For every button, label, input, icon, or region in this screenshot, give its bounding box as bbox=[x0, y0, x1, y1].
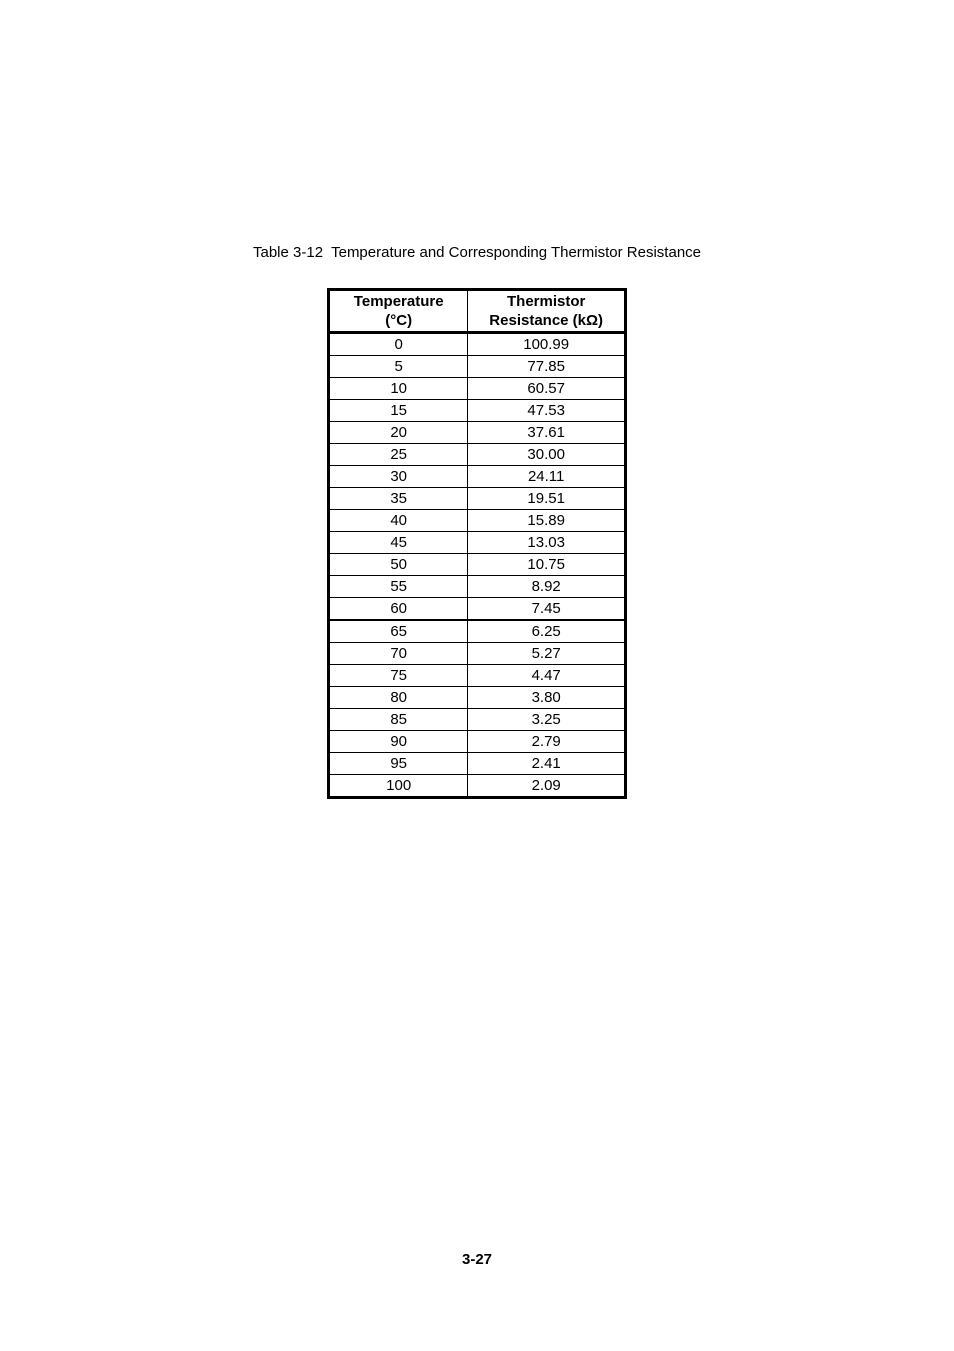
resistance-cell: 13.03 bbox=[468, 532, 626, 554]
temperature-cell: 75 bbox=[329, 665, 468, 687]
table-row bbox=[329, 687, 626, 709]
temperature-cell: 10 bbox=[329, 378, 468, 400]
table-row bbox=[329, 620, 626, 643]
table-row bbox=[329, 532, 626, 554]
table-row bbox=[329, 444, 626, 466]
temperature-cell: 45 bbox=[329, 532, 468, 554]
resistance-cell: 37.61 bbox=[468, 422, 626, 444]
resistance-cell: 10.75 bbox=[468, 554, 626, 576]
table-row bbox=[329, 333, 626, 356]
resistance-cell: 8.92 bbox=[468, 576, 626, 598]
temperature-cell: 20 bbox=[329, 422, 468, 444]
temperature-column-header bbox=[329, 290, 468, 333]
temperature-cell: 80 bbox=[329, 687, 468, 709]
table-row bbox=[329, 466, 626, 488]
temperature-header-line2: (°C) bbox=[385, 312, 413, 329]
table-row bbox=[329, 598, 626, 621]
table-row bbox=[329, 488, 626, 510]
temperature-cell: 65 bbox=[329, 620, 468, 643]
table-row bbox=[329, 356, 626, 378]
resistance-column-header bbox=[468, 290, 626, 333]
table-row bbox=[329, 576, 626, 598]
resistance-cell: 7.45 bbox=[468, 598, 626, 621]
temperature-cell: 70 bbox=[329, 643, 468, 665]
temperature-cell: 35 bbox=[329, 488, 468, 510]
thermistor-resistance-table bbox=[327, 288, 627, 799]
resistance-header-line2: Resistance (kΩ) bbox=[489, 312, 604, 329]
temperature-cell: 15 bbox=[329, 400, 468, 422]
temperature-cell: 60 bbox=[329, 598, 468, 621]
resistance-cell: 24.11 bbox=[468, 466, 626, 488]
table-row bbox=[329, 731, 626, 753]
resistance-cell: 6.25 bbox=[468, 620, 626, 643]
table-row bbox=[329, 775, 626, 798]
temperature-cell: 25 bbox=[329, 444, 468, 466]
resistance-cell: 47.53 bbox=[468, 400, 626, 422]
resistance-cell: 3.25 bbox=[468, 709, 626, 731]
table-row bbox=[329, 510, 626, 532]
table-header-row bbox=[329, 290, 626, 333]
temperature-cell: 85 bbox=[329, 709, 468, 731]
temperature-cell: 95 bbox=[329, 753, 468, 775]
resistance-cell: 30.00 bbox=[468, 444, 626, 466]
table-row bbox=[329, 400, 626, 422]
resistance-cell: 60.57 bbox=[468, 378, 626, 400]
temperature-cell: 50 bbox=[329, 554, 468, 576]
table-row bbox=[329, 554, 626, 576]
table-caption: Table 3-12 Temperature and Corresponding Thermistor Resistance bbox=[252, 244, 701, 261]
resistance-cell: 2.09 bbox=[468, 775, 626, 798]
resistance-cell: 4.47 bbox=[468, 665, 626, 687]
resistance-header-line1: Thermistor bbox=[507, 293, 586, 310]
temperature-cell: 5 bbox=[329, 356, 468, 378]
table-row bbox=[329, 422, 626, 444]
resistance-cell: 2.79 bbox=[468, 731, 626, 753]
table-row bbox=[329, 753, 626, 775]
temperature-cell: 0 bbox=[329, 333, 468, 356]
table-row bbox=[329, 643, 626, 665]
table-body bbox=[329, 333, 626, 798]
temperature-cell: 90 bbox=[329, 731, 468, 753]
resistance-cell: 77.85 bbox=[468, 356, 626, 378]
resistance-cell: 19.51 bbox=[468, 488, 626, 510]
resistance-cell: 3.80 bbox=[468, 687, 626, 709]
temperature-cell: 100 bbox=[329, 775, 468, 798]
resistance-cell: 5.27 bbox=[468, 643, 626, 665]
resistance-cell: 100.99 bbox=[468, 333, 626, 356]
table-row bbox=[329, 709, 626, 731]
resistance-cell: 15.89 bbox=[468, 510, 626, 532]
resistance-cell: 2.41 bbox=[468, 753, 626, 775]
temperature-header-line1: Temperature bbox=[353, 293, 444, 310]
page-number: 3-27 bbox=[461, 1251, 493, 1268]
temperature-cell: 30 bbox=[329, 466, 468, 488]
table-row bbox=[329, 378, 626, 400]
temperature-cell: 55 bbox=[329, 576, 468, 598]
table-row bbox=[329, 665, 626, 687]
temperature-cell: 40 bbox=[329, 510, 468, 532]
